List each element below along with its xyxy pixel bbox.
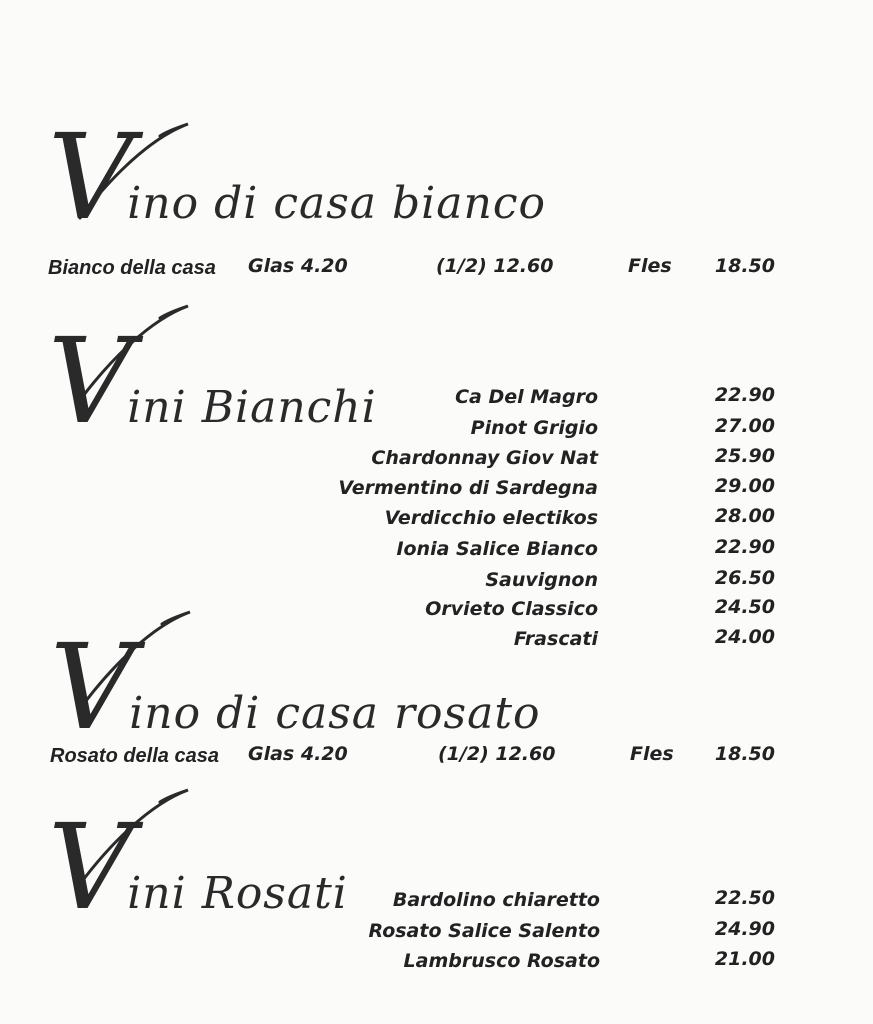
heading-swash-decoration [70,784,230,894]
wine-name: Vermentino di Sardegna [338,477,598,499]
wine-name: Bardolino chiaretto [392,889,600,911]
wine-name: Lambrusco Rosato [403,950,600,972]
wine-price: 26.50 [714,567,775,589]
heading-text: ini Bianchi [127,382,377,433]
wine-price: 22.90 [714,384,775,406]
heading-initial: V [48,312,128,450]
wine-price: 25.90 [714,445,775,467]
house-white-half-price: (1/2) 12.60 [436,255,554,277]
wine-name: Ca Del Magro [455,386,598,408]
wine-name: Ionia Salice Bianco [396,538,598,560]
white-wine-list [300,388,598,658]
wine-price: 24.50 [714,596,775,618]
wine-price: 24.00 [714,626,775,648]
wine-price: 22.50 [714,887,775,909]
house-white-label: Bianco della casa [48,257,216,279]
house-rose-label: Rosato della casa [50,745,219,767]
wine-name: Orvieto Classico [425,598,598,620]
wine-price: 27.00 [714,415,775,437]
heading-text: ini Rosati [127,868,348,919]
wine-price: 29.00 [714,475,775,497]
wine-name: Verdicchio electikos [384,507,598,529]
wine-name: Pinot Grigio [470,417,598,439]
wine-price: 28.00 [714,505,775,527]
house-white-bottle-label: Fles [628,255,672,277]
heading-text: ino di casa rosato [129,688,541,739]
house-white-bottle-price: 18.50 [714,255,775,277]
heading-initial: V [48,108,128,246]
wine-name: Sauvignon [485,569,598,591]
rose-wine-prices [680,889,775,979]
heading-initial: V [48,798,128,936]
wine-price: 24.90 [714,918,775,940]
house-white-glass-price: Glas 4.20 [248,255,348,277]
house-rose-half-price: (1/2) 12.60 [438,743,556,765]
wine-price: 21.00 [714,948,775,970]
heading-swash-decoration [70,300,230,410]
heading-swash-decoration [72,606,232,716]
house-rose-bottle-price: 18.50 [714,743,775,765]
wine-name: Rosato Salice Salento [368,920,600,942]
heading-swash-decoration [70,118,230,228]
house-rose-glass-price: Glas 4.20 [248,743,348,765]
white-wine-prices [680,386,775,656]
wine-name: Frascati [513,628,598,650]
house-rose-bottle-label: Fles [630,743,674,765]
heading-initial: V [50,618,130,756]
wine-price: 22.90 [714,536,775,558]
rose-wine-list [300,891,600,981]
heading-text: ino di casa bianco [127,178,546,229]
wine-name: Chardonnay Giov Nat [371,447,598,469]
